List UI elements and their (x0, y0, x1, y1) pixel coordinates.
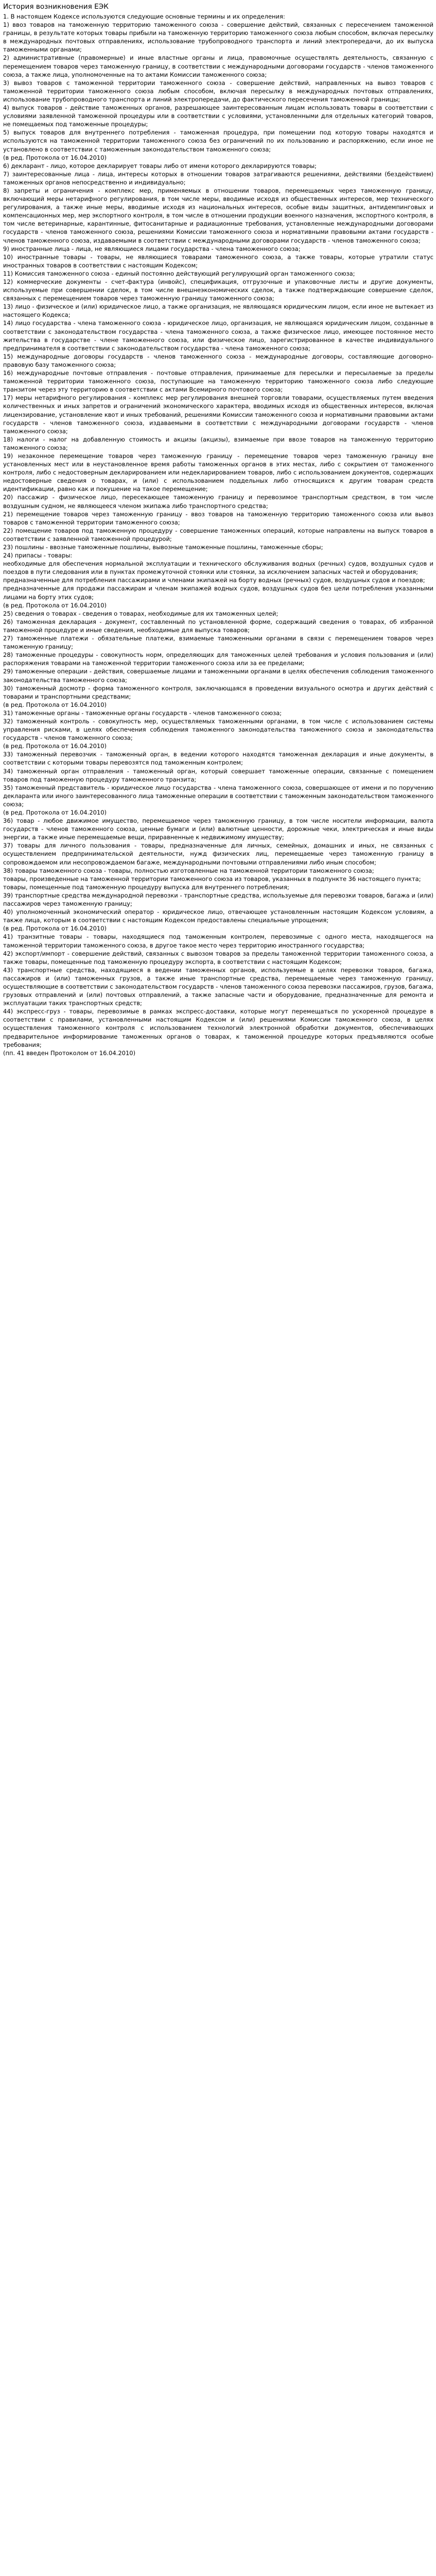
definition-paragraph: 44) экспресс-груз - товары, перевозимые в рамках экспресс-доставки, которые могут перемещаться по ускоренной процедуре в соответствии с правилами, установленными настоящим Кодексом и (или) решениями Комиссии таможенного союза, в целях осуществления таможенного контроля с использованием технологий электронной обработки документов, обеспечивающих предварительное информирование таможенных органов о товарах, к таможенной процедуре которых предъявляются особые требования; (3, 1008, 433, 1048)
definition-paragraph: 29) таможенные операции - действия, совершаемые лицами и таможенными органами в целях обеспечения соблюдения таможенного законодательства таможенного союза; (3, 668, 433, 684)
definition-paragraph: (в ред. Протокола от 16.04.2010) (3, 809, 107, 816)
footnote: (пп. 41 введен Протоколом от 16.04.2010) (3, 1049, 136, 1057)
definition-paragraph: 12) коммерческие документы - счет-фактура (инвойс), спецификация, отгрузочные и упаковочные листы и другие документы, используемые при совершении сделок, в том числе внешнеэкономических сделок, а также подтверждающие совершение сделок, связанных с перемещением товаров через таможенную границу таможенного союза; (3, 278, 433, 302)
definition-paragraph: 13) лицо - физическое и (или) юридическое лицо, а также организация, не являющаяся юридическим лицом, если иное не вытекает из настоящего Кодекса; (3, 303, 433, 319)
definition-paragraph: 27) таможенные платежи - обязательные платежи, взимаемые таможенными органами в связи с перемещением товаров через таможенную границу; (3, 635, 433, 651)
definition-paragraph: 33) таможенный перевозчик - таможенный орган, в ведении которого находятся таможенная декларация и иные документы, в соответствии с которыми товары перевозятся под таможенным контролем; (3, 751, 433, 767)
definition-paragraph: 11) Комиссия таможенного союза - единый постоянно действующий регулирующий орган таможенного союза; (3, 269, 355, 277)
document-page (0, 0, 436, 1062)
definition-paragraph: 43) транспортные средства, находящиеся в ведении таможенных органов, используемые в целях перевозки товаров, багажа, пассажиров и (или) таможенных грузов, а также иные транспортные средства, перемещаемые через таможенную границу, осуществляющие в соответствии с законодательством государств - членов таможенного союза перевозки пассажиров, грузов, багажа, грузовых отправлений и (или) почтовых отправлений, а также запасные части и оборудование, предназначенные для ремонта и эксплуатации таких транспортных средств; (3, 966, 433, 1007)
definition-paragraph: (в ред. Протокола от 16.04.2010) (3, 154, 107, 161)
definition-paragraph: 14) лицо государства - члена таможенного союза - юридическое лицо, организация, не являющаяся юридическим лицом, созданные в соответствии с законодательством государства - члена таможенного союза, а также физическое лицо, имеющее постоянное место жительства в государстве - члене таможенного союза, или физическое лицо, зарегистрированное в качестве индивидуального предпринимателя в соответствии с законодательством государства - члена таможенного союза; (3, 319, 433, 352)
definition-paragraph: 32) таможенный контроль - совокупность мер, осуществляемых таможенными органами, в том числе с использованием системы управления рисками, в целях обеспечения соблюдения таможенного законодательства таможенного союза и законодательства государств - членов таможенного союза; (3, 717, 433, 742)
definition-paragraph: товары, помещенные под таможенную процедуру выпуска для внутреннего потребления; (3, 883, 289, 891)
definition-paragraph: 5) выпуск товаров для внутреннего потребления - таможенная процедура, при помещении под которую товары находятся и используются на таможенной территории таможенного союза без ограничений по их пользованию и распоряжению, если иное не установлено в соответствии с таможенным законодательством таможенного союза; (3, 129, 433, 153)
definition-paragraph: 26) таможенная декларация - документ, составленный по установленной форме, содержащий сведения о товарах, об избранной таможенной процедуре и иные сведения, необходимые для выпуска товаров; (3, 618, 433, 634)
definition-paragraph: 37) товары для личного пользования - товары, предназначенные для личных, семейных, домашних и иных, не связанных с осуществлением предпринимательской деятельности, нужд физических лиц, перемещаемые через таможенную границу в сопровождаемом или несопровождаемом багаже, международными почтовыми отправлениями либо иным способом; (3, 842, 433, 866)
definitions-list (3, 12, 433, 1049)
definition-paragraph: 9) иностранные лица - лица, не являющиеся лицами государства - члена таможенного союза; (3, 245, 301, 252)
definition-paragraph: 16) международные почтовые отправления - почтовые отправления, принимаемые для пересылки и пересылаемые за пределы таможенной территории таможенного союза, поступающие на таможенную территорию таможенного союза либо следующие транзитом через эту территорию в соответствии с актами Всемирного почтового союза; (3, 369, 433, 394)
definition-paragraph: 30) таможенный досмотр - форма таможенного контроля, заключающаяся в проведении визуального осмотра и других действий с товарами и транспортными средствами; (3, 684, 433, 700)
definition-paragraph: 28) таможенные процедуры - совокупность норм, определяющих для таможенных целей требования и условия пользования и (или) распоряжения товарами на таможенной территории таможенного союза или за ее пределами; (3, 651, 433, 667)
definition-paragraph: 40) уполномоченный экономический оператор - юридическое лицо, отвечающее установленным настоящим Кодексом условиям, а также лица, которым в соответствии с настоящим Кодексом предоставлены специальные упрощения; (3, 908, 433, 924)
definition-paragraph: 2) административные (правомерные) и иные властные органы и лица, правомочные осуществлять деятельность, связанную с перемещением товаров через таможенную границу, в соответствии с международными договорами государств - членов таможенного союза, а также лица, уполномоченные на то актами Комиссии таможенного союза; (3, 54, 433, 78)
definition-paragraph: (в ред. Протокола от 16.04.2010) (3, 742, 107, 750)
definition-paragraph: 3) вывоз товаров с таможенной территории таможенного союза - совершение действий, направленных на вывоз товаров с таможенной территории таможенного союза любым способом, включая пересылку в международных почтовых отправлениях, использование трубопроводного транспорта и линий электропередачи, до фактического пересечения таможенной границы; (3, 79, 433, 103)
definition-paragraph: 4) выпуск товаров - действие таможенных органов, разрешающее заинтересованным лицам использовать товары в соответствии с условиями заявленной таможенной процедуры или в соответствии с условиями, установленными для отдельных категорий товаров, не помещаемых под таможенные процедуры; (3, 104, 433, 128)
definition-paragraph: (в ред. Протокола от 16.04.2010) (3, 601, 107, 609)
definition-paragraph: предназначенные для продажи пассажирам и членам экипажей водных судов, воздушных судов без цели потребления указанными лицами на борту этих судов; (3, 585, 433, 601)
definition-paragraph: 39) транспортные средства международной перевозки - транспортные средства, используемые для перевозки товаров, багажа и (или) пассажиров через таможенную границу; (3, 891, 433, 908)
definition-paragraph: 7) заинтересованные лица - лица, интересы которых в отношении товаров затрагиваются решениями, действиями (бездействием) таможенных органов непосредственно и индивидуально; (3, 170, 433, 186)
definition-paragraph: 19) незаконное перемещение товаров через таможенную границу - перемещение товаров через таможенную границу вне установленных мест или в неустановленное время работы таможенных органов в этих местах, либо с сокрытием от таможенного контроля, либо с недостоверным декларированием или недекларированием товаров, либо с использованием документов, содержащих недостоверные сведения о товарах, и (или) с использованием поддельных либо относящихся к другим товарам средств идентификации, равно как и покушение на такое перемещение; (3, 452, 433, 493)
definition-paragraph: 41) транзитные товары - товары, находящиеся под таможенным контролем, перевозимые с одного места, находящегося на таможенной территории таможенного союза, в другое такое место через территорию иностранного государства; (3, 933, 433, 949)
definition-paragraph: 1. В настоящем Кодексе используются следующие основные термины и их определения: (3, 13, 285, 20)
definition-paragraph: необходимые для обеспечения нормальной эксплуатации и технического обслуживания водных (речных) судов, воздушных судов и поездов в пути следования или в пунктах промежуточной стоянки или стоянки, за исключением запасных частей и оборудования; (3, 560, 433, 576)
definition-paragraph: 25) сведения о товарах - сведения о товарах, необходимые для их таможенных целей; (3, 609, 278, 617)
definition-paragraph: 23) пошлины - ввозные таможенные пошлины, вывозные таможенные пошлины, таможенные сборы; (3, 544, 323, 551)
definition-paragraph: 31) таможенные органы - таможенные органы государств - членов таможенного союза; (3, 709, 282, 717)
definition-paragraph: 8) запреты и ограничения - комплекс мер, применяемых в отношении товаров, перемещаемых через таможенную границу, включающий меры нетарифного регулирования, в том числе меры, вводимые исходя из общественных интересов, мер технического регулирования, а также иные меры, вводимые исходя из национальных интересов, особые виды защитных, антидемпинговых и компенсационных мер, мер экспортного контроля, в том числе в отношении продукции военного назначения, экспортного контроля, в том числе ветеринарные, карантинные, фитосанитарные и радиационные требования, установленные международными договорами государств - членов таможенного союза, решениями Комиссии таможенного союза и нормативными правовыми актами государств - членов таможенного союза, издаваемыми в соответствии с международными договорами государств - членов таможенного союза; (3, 187, 433, 244)
definition-paragraph: 10) иностранные товары - товары, не являющиеся товарами таможенного союза, а также товары, которые утратили статус иностранных товаров в соответствии с настоящим Кодексом; (3, 253, 433, 269)
definition-paragraph: 21) перемещение товаров через таможенную границу - ввоз товаров на таможенную территорию таможенного союза или вывоз товаров с таможенной территории таможенного союза; (3, 510, 433, 526)
definition-paragraph: товары, произведенные на таможенной территории таможенного союза из товаров, указанных в подпункте 36 настоящего пункта; (3, 875, 421, 883)
definition-paragraph: 18) налоги - налог на добавленную стоимость и акцизы (акцизы), взимаемые при ввозе товаров на таможенную территорию таможенного союза; (3, 435, 433, 451)
definition-paragraph: 38) товары таможенного союза - товары, полностью изготовленные на таможенной территории таможенного союза; (3, 867, 374, 874)
definition-paragraph: 35) таможенный представитель - юридическое лицо государства - члена таможенного союза, совершающее от имени и по поручению декларанта или иного заинтересованного лица таможенные операции в соответствии с таможенным законодательством таможенного союза; (3, 784, 433, 808)
definition-paragraph: 34) таможенный орган отправления - таможенный орган, который совершает таможенные операции, связанные с помещением товаров под таможенную процедуру таможенного транзита; (3, 767, 433, 783)
page-title: История возникновения ЕЭК (3, 3, 109, 11)
definition-paragraph: 22) помещение товаров под таможенную процедуру - совершение таможенных операций, которые направлены на выпуск товаров в соответствии с заявленной таможенной процедурой; (3, 527, 433, 543)
definition-paragraph: 6) декларант - лицо, которое декларирует товары либо от имени которого декларируются товары; (3, 162, 317, 170)
definition-paragraph: 1) ввоз товаров на таможенную территорию таможенного союза - совершение действий, связанных с пересечением таможенной границы, в результате которых товары прибыли на таможенную территорию таможенного союза любым способом, включая пересылку в международных почтовых отправлениях, использование трубопроводного транспорта и линий электропередачи, до их выпуска таможенными органами; (3, 21, 433, 54)
definition-paragraph: 24) припасы - товары: (3, 552, 73, 560)
definition-paragraph: 36) товар - любое движимое имущество, перемещаемое через таможенную границу, в том числе носители информации, валюта государств - членов таможенного союза, ценные бумаги и (или) валютные ценности, дорожные чеки, электрическая и иные виды энергии, а также иные перемещаемые вещи, приравненные к недвижимому имуществу; (3, 817, 433, 841)
definition-paragraph: 42) экспорт/импорт - совершение действий, связанных с вывозом товаров за пределы таможенной территории таможенного союза, а также товары, помещенные под таможенную процедуру экспорта, в соответствии с настоящим Кодексом; (3, 950, 433, 965)
definition-paragraph: (в ред. Протокола от 16.04.2010) (3, 925, 107, 933)
definition-paragraph: 15) международные договоры государств - членов таможенного союза - международные договоры, составляющие договорно-правовую базу таможенного союза; (3, 352, 433, 368)
definition-paragraph: предназначенные для потребления пассажирами и членами экипажей на борту водных (речных) судов, воздушных судов и поездов; (3, 577, 425, 584)
definition-paragraph: 17) меры нетарифного регулирования - комплекс мер регулирования внешней торговли товарами, осуществляемых путем введения количественных и иных запретов и ограничений экономического характера, вводимых исходя из общественных интересов, включая лицензирование, установление квот и иных требований, решениями Комиссии таможенного союза и нормативными правовыми актами государств - членов таможенного союза, издаваемыми в соответствии с международными договорами государств - членов таможенного союза; (3, 394, 433, 435)
definition-paragraph: 20) пассажир - физическое лицо, пересекающее таможенную границу и перевозимое транспортным средством, в том числе воздушным судном, не являющееся членом экипажа либо транспортного средства; (3, 494, 433, 510)
definition-paragraph: (в ред. Протокола от 16.04.2010) (3, 701, 107, 708)
